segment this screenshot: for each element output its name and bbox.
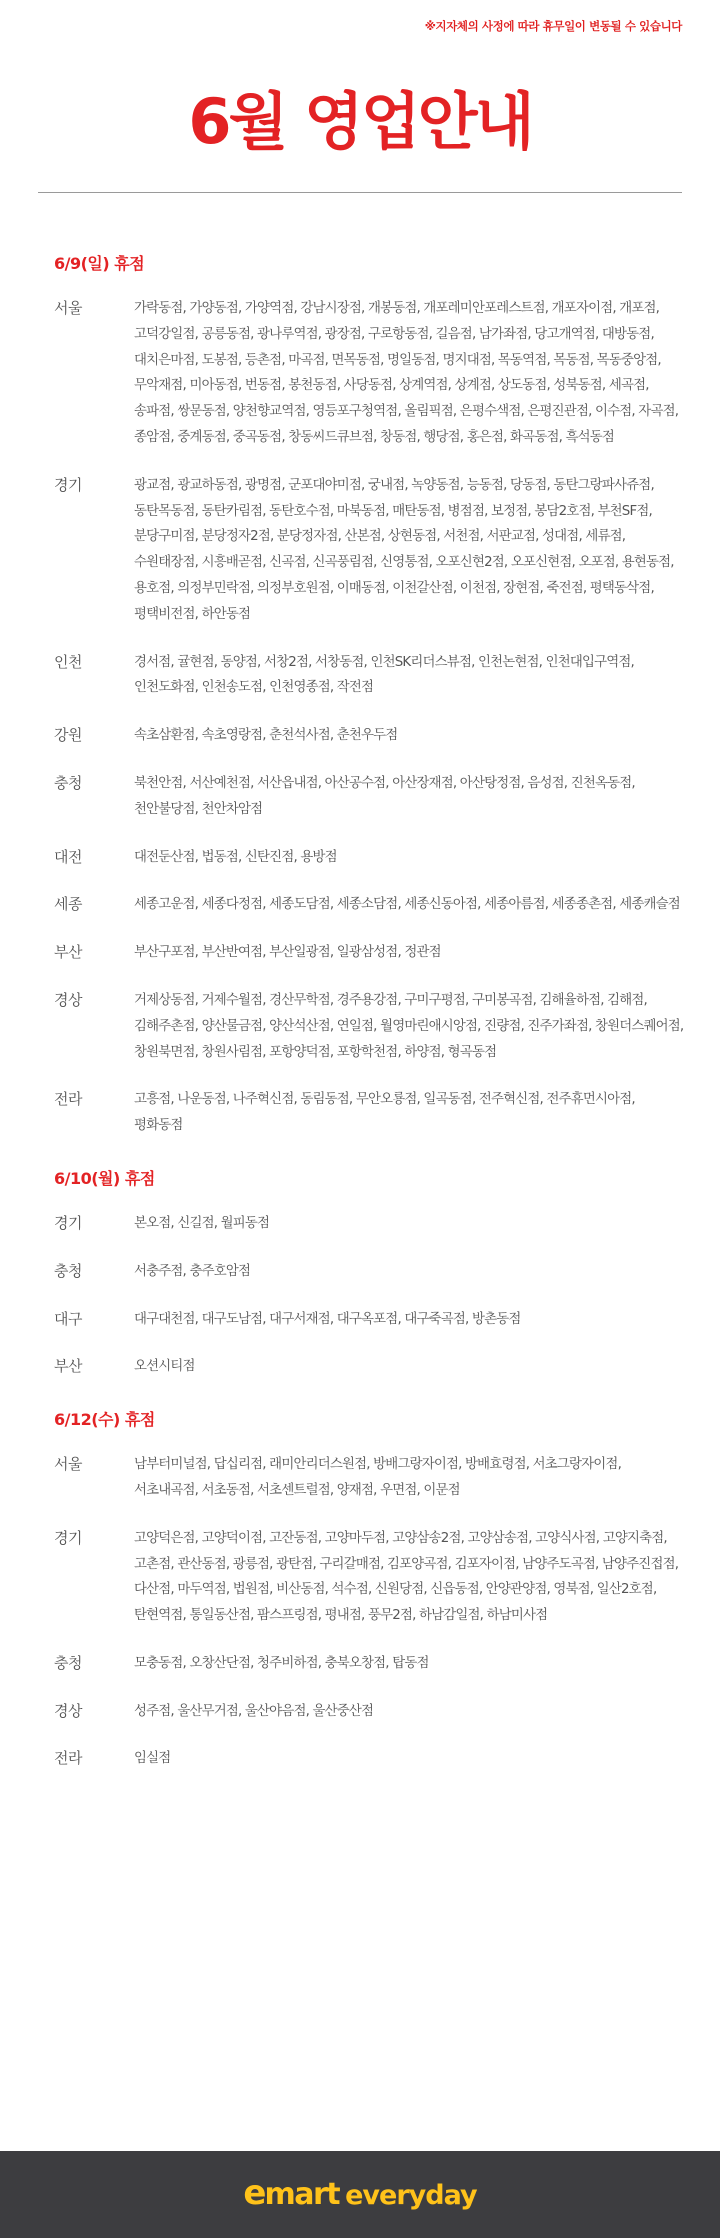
region-name: 대구	[54, 1309, 82, 1328]
region-row	[54, 988, 684, 1065]
region-name: 경기	[54, 1213, 82, 1232]
region-store-list: 대구대천점, 대구도남점, 대구서재점, 대구옥포점, 대구죽곡점, 방촌동점	[134, 1311, 521, 1327]
schedule-content	[54, 254, 684, 1794]
region-row	[54, 845, 684, 871]
page-title: 6월 영업안내	[188, 85, 532, 158]
region-row	[54, 296, 684, 451]
region-store-list: 경서점, 귤현점, 동양점, 서창2점, 서창동점, 인천SK리더스뷰점, 인천논현점, 인천대입구역점, 인천도화점, 인천송도점, 인천영종점, 작전점	[134, 654, 634, 696]
region-name: 전라	[54, 1090, 82, 1109]
region-store-list: 남부터미널점, 답십리점, 래미안리더스원점, 방배그랑자이점, 방배효령점, 서초그랑자이점, 서초내곡점, 서초동점, 서초센트럴점, 양재점, 우면점, 이문점	[134, 1457, 622, 1498]
region-row	[54, 723, 684, 749]
region-store-list: 가락동점, 가양동점, 가양역점, 강남시장점, 개봉동점, 개포레미안포레스트점, 개포자이점, 개포점, 고덕강일점, 공릉동점, 광나루역점, 광장점, 구로항동점, 길음점, 남가좌점, 당고개역점, 대방동점, 대치은마점, 도봉점, 등촌점, 마곡점, 면목동점, 명일동점, 명지대점, 목동역점, 목동점, 목동중앙점, 무악재점, 미아동점, 번동점, 봉천동점, 사당동점, 상계역점, 상계점, 상도동점, 성북동점, 세곡점, 송파점, 쌍문동점, 양천향교역점, 영등포구청역점, 올림픽점, 은평수색점, 은평진관점, 이수점, 자곡점, 종암점, 중계동점, 중곡동점, 창동씨드큐브점, 창동점, 행당점, 홍은점, 화곡동점, 흑석동점	[134, 301, 679, 445]
region-store-list: 모충동점, 오창산단점, 청주비하점, 충북오창점, 탑동점	[134, 1655, 429, 1671]
region-name: 부산	[54, 943, 82, 962]
section-june-12	[54, 1410, 684, 1772]
emart-everyday-logo	[0, 2173, 720, 2213]
region-row	[54, 1526, 684, 1629]
region-store-list: 거제상동점, 거제수월점, 경산무학점, 경주용강점, 구미구평점, 구미봉곡점, 김해율하점, 김해점, 김해주촌점, 양산물금점, 양산석산점, 연일점, 월영마린애시앙점, 진량점, 진주가좌점, 창원더스퀘어점, 창원북면점, 창원사림점, 포항양덕점, 포항학천점, 하양점, 형곡동점	[134, 992, 684, 1060]
region-store-list: 세종고운점, 세종다정점, 세종도담점, 세종소담점, 세종신동아점, 세종아름점, 세종종촌점, 세종캐슬점	[134, 897, 680, 913]
region-name: 경상	[54, 990, 82, 1009]
region-name: 인천	[54, 652, 82, 671]
region-row	[54, 771, 684, 823]
region-store-list: 대전둔산점, 법동점, 신탄진점, 용방점	[134, 849, 337, 865]
section-june-10	[54, 1169, 684, 1380]
region-name: 전라	[54, 1749, 82, 1768]
region-row	[54, 473, 684, 628]
region-name: 충청	[54, 1261, 82, 1280]
region-store-list: 서충주점, 충주호암점	[134, 1263, 251, 1279]
region-name: 충청	[54, 773, 82, 792]
section-june-9	[54, 254, 684, 1139]
region-row	[54, 1087, 684, 1139]
region-store-list: 속초삼환점, 속초영랑점, 춘천석사점, 춘천우두점	[134, 728, 398, 744]
logo-e: e	[243, 2173, 265, 2213]
region-store-list: 본오점, 신길점, 월피동점	[134, 1215, 270, 1231]
region-name: 서울	[54, 299, 82, 317]
region-row	[54, 1452, 684, 1504]
region-name: 충청	[54, 1653, 82, 1672]
section-title: 6/10(월) 휴점	[54, 1168, 155, 1188]
region-name: 부산	[54, 1357, 82, 1376]
logo-mart: mart	[264, 2177, 340, 2212]
region-name: 경상	[54, 1701, 82, 1720]
region-row	[54, 892, 684, 918]
region-name: 경기	[54, 475, 82, 494]
region-store-list: 고흥점, 나운동점, 나주혁신점, 동림동점, 무안오룡점, 일곡동점, 전주혁신점, 전주휴먼시아점, 평화동점	[134, 1092, 635, 1134]
region-row	[54, 940, 684, 966]
region-store-list: 부산구포점, 부산반여점, 부산일광점, 일광삼성점, 정관점	[134, 945, 441, 961]
section-title: 6/12(수) 휴점	[54, 1410, 155, 1430]
region-row	[54, 1211, 684, 1237]
region-name: 경기	[54, 1528, 82, 1547]
region-row	[54, 1259, 684, 1285]
region-row	[54, 650, 684, 702]
logo-everyday: everyday	[345, 2180, 477, 2211]
region-store-list: 북천안점, 서산예천점, 서산읍내점, 아산공수점, 아산장재점, 아산탕정점, 음성점, 진천옥동점, 천안불당점, 천안차암점	[134, 775, 635, 817]
region-store-list: 오션시티점	[134, 1359, 195, 1375]
section-title: 6/9(일) 휴점	[54, 254, 145, 273]
divider	[38, 192, 682, 193]
footer-bar	[0, 2151, 720, 2238]
region-row	[54, 1354, 684, 1380]
region-row	[54, 1307, 684, 1333]
region-name: 강원	[54, 726, 82, 745]
region-row	[54, 1651, 684, 1677]
region-store-list: 광교점, 광교하동점, 광명점, 군포대야미점, 궁내점, 녹양동점, 능동점, 당동점, 동탄그랑파사쥬점, 동탄목동점, 동탄카림점, 동탄호수점, 마북동점, 매탄동점, 병점점, 보정점, 봉담2호점, 부천SF점, 분당구미점, 분당정자2점, 분당정자점, 산본점, 상현동점, 서천점, 서판교점, 성대점, 세류점, 수원태장점, 시흥배곧점, 신곡점, 신곡풍림점, 신영통점, 오포신현2점, 오포신현점, 오포점, 용현동점, 용호점, 의정부민락점, 의정부호원점, 이매동점, 이천갈산점, 이천점, 장현점, 죽전점, 평택동삭점, 평택비전점, 하안동점	[134, 477, 674, 622]
region-store-list: 임실점	[134, 1751, 171, 1767]
notice-text: ※지자체의 사정에 따라 휴무일이 변동될 수 있습니다	[424, 19, 682, 33]
region-name: 대전	[54, 847, 82, 866]
region-store-list: 고양덕은점, 고양덕이점, 고잔동점, 고양마두점, 고양삼송2점, 고양삼송점, 고양식사점, 고양지축점, 고촌점, 관산동점, 광릉점, 광탄점, 구리갈매점, 김포양곡점, 김포자이점, 남양주도곡점, 남양주진접점, 다산점, 마두역점, 법원점, 비산동점, 석수점, 신원당점, 신읍동점, 안양관양점, 영북점, 일산2호점, 탄현역점, 통일동산점, 팜스프링점, 평내점, 풍무2점, 하남감일점, 하남미사점	[134, 1530, 679, 1624]
region-name: 서울	[54, 1455, 82, 1474]
region-store-list: 성주점, 울산무거점, 울산야음점, 울산중산점	[134, 1703, 374, 1719]
region-row	[54, 1699, 684, 1725]
region-name: 세종	[54, 895, 82, 914]
region-row	[54, 1746, 684, 1772]
